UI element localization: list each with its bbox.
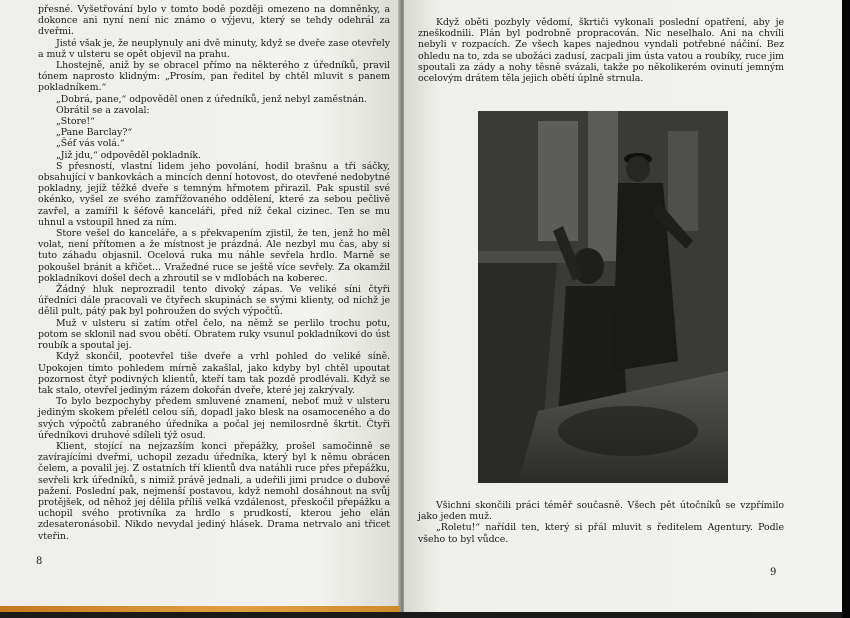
scan-right-edge [842, 0, 850, 618]
photo-illustration-icon [478, 111, 728, 483]
paragraph: „Dobrá, pane,“ odpověděl onen z úředníků, jenž nebyl zaměstnán. [56, 93, 367, 105]
paragraph: Žádný hluk neprozradil tento divoký zápas. Ve veliké síni čtyři úředníci dále pracovali ve čtyřech skupinách se svými klienty, od nichž je dělil pult, pátý pak byl pohroužen do svých výpočtů. [38, 284, 390, 318]
page-number-left: 8 [36, 556, 43, 567]
paragraph: Jisté však je, že neuplynuly ani dvě minuty, když se dveře zase otevřely a muž v ulsteru se opět objevil na prahu. [38, 37, 390, 60]
right-page-bottom-text [418, 500, 784, 545]
paragraph: „Šéf vás volá.“ [56, 138, 125, 150]
paragraph: „Store!“ [56, 116, 95, 128]
scan-bottom-edge [0, 612, 842, 618]
paragraph: přesné. Vyšetřování bylo v tomto bodě později omezeno na domněnky, a dokonce ani nyní není nic známo o výjevu, který se tehdy odehrál za dveřmi. [38, 4, 390, 38]
right-page-top-text [418, 17, 784, 84]
paragraph: Muž v ulsteru si zatím otřel čelo, na němž se perlilo trochu potu, potom se sklonil nad svou obětí. Obratem ruky vsunul pokladníkovi do úst roubík a spoutal jej. [38, 317, 390, 352]
paragraph: „Roletu!“ nařídil ten, který si přál mluvit s ředitelem Agentury. Podle všeho to byl vůdce. [418, 522, 784, 545]
paragraph: Když oběti pozbyly vědomí, škrtiči vykonali poslední opatření, aby je zneškodnili. Plán byl podrobně propracován. Nic neselhalo. Ani na chvíli nebyli v rozpacích. Ze všech kapes najednou vyndali potřebné náčiní. Bez ohledu na to, zda se ubožáci zadusí, zacpali jim ústa vatou a roubíky, ruce jim spoutali za zády a nohy těsně svázali, takže po několikerém ovinutí jemným ocelovým drátem těla jejich obětí úplně strnula. [418, 17, 784, 85]
left-page [0, 0, 400, 618]
paragraph: Všichni skončili práci téměř současně. Všech pět útočníků se vzpřímilo jako jeden muž. [418, 500, 784, 523]
paragraph: S přesností, vlastní lidem jeho povolání, hodil brašnu a tři sáčky, obsahující v bankovkách a mincích denní hotovost, do otevřené nedobytné pokladny, jejíž těžké dveře s temným hřmotem přirazil. Pak spustil své okénko, vyšel ze svého zamřížovaného oddělení, které za sebou pečlivě zavřel, a zamířil k šéfově kanceláři, před níž čekal cizinec. Ten se mu uhnul a vstoupil hned za ním. [38, 160, 390, 228]
paragraph: To bylo bezpochyby předem smluvené znamení, neboť muž v ulsteru jediným skokem přelétl celou síň, dopadl jako blesk na osamoceného a do svých výpočtů zabraného úředníka a počal jej nemilosrdně škrtit. Čtyři úředníkovi druhové sdíleli týž osud. [38, 396, 390, 441]
paragraph: Obrátil se a zavolal: [56, 104, 150, 116]
paragraph: Klient, stojící na nejzazším konci přepážky, prošel samočinně se zavírajícími dveřmi, uchopil zezadu úředníka, který byl k němu obrácen čelem, a povalil jej. Z ostatních tří klientů dva natáhli ruce přes přepážku, sevřeli krk úředníků, s nimiž právě jednali, a udeřili jimi prudce o dubové pažení. Poslední pak, nejmenší postavou, když nemohl dosáhnout na svůj protějšek, od něhož jej dělila příliš velká vzdálenost, přeskočil přepážku a uchopil svého protivníka za hrdlo s prudkostí, kterou jeho elán zdesateronásobil. Nikdo nevydal jediný hlásek. Drama netrvalo ani třicet vteřin. [38, 440, 390, 542]
paragraph: „Pane Barclay?“ [56, 127, 133, 139]
paragraph: Když skončil, pootevřel tiše dveře a vrhl pohled do veliké síně. Upokojen tímto pohledem mírně zakašlal, jako kdyby byl chtěl upoutat pozornost čtyř podivných klientů, kteří tam tak pozdě prodlévali. Když se tak stalo, otevřel jediným rázem dokořán dveře, které jej zakrývaly. [38, 351, 390, 396]
paragraph: „Již jdu,“ odpověděl pokladník. [56, 149, 201, 161]
page-number-right: 9 [770, 567, 777, 578]
paragraph: Lhostejně, aniž by se obracel přímo na některého z úředníků, pravil tónem naprosto klidným: „Prosím, pan ředitel by chtěl mluvit s panem pokladníkem.“ [38, 60, 390, 94]
left-page-text [38, 4, 390, 542]
illustration-art [478, 111, 728, 483]
paragraph: Store vešel do kanceláře, a s překvapením zjistil, že ten, jenž ho měl volat, není přítomen a že místnost je prázdná. Ale nezbyl mu čas, aby si tuto záhadu objasnil. Ocelová ruka mu náhle sevřela hrdlo. Marně se pokoušel bránit a křičet... Vražedné ruce se ještě více sevřely. Za okamžil pokladníkovi došel dech a zhroutil se v mdlobách na koberec. [38, 228, 390, 284]
